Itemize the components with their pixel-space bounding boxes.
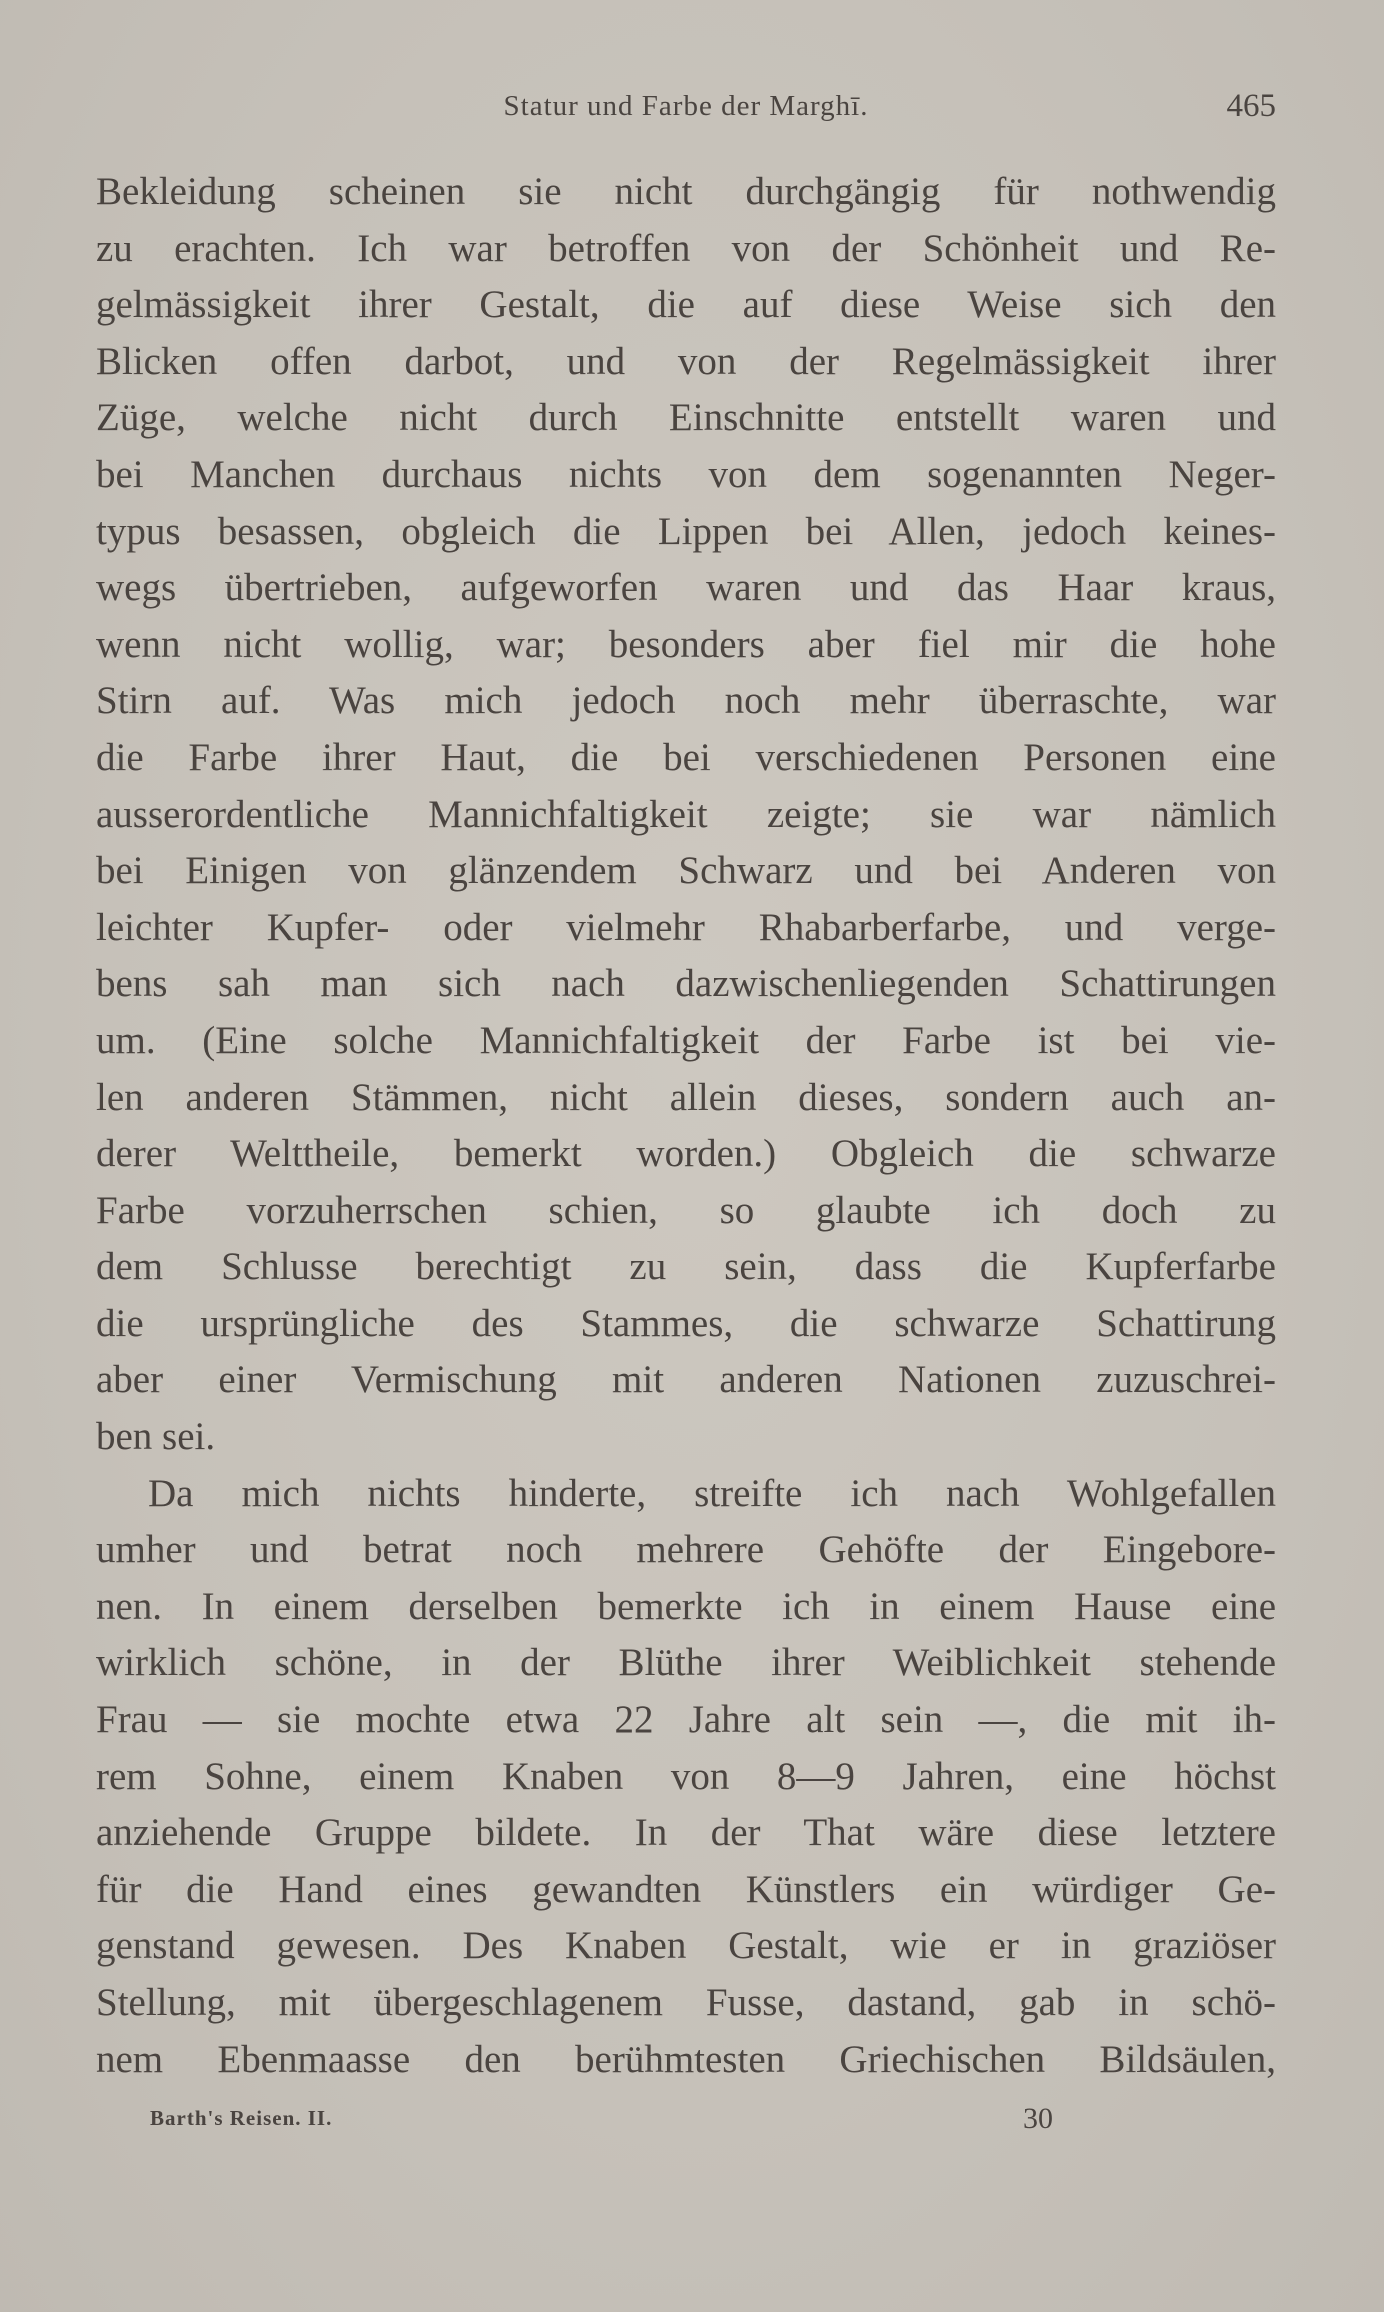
text-line: bei Manchen durchaus nichts von dem sogenannten Neger- <box>96 452 1276 496</box>
text-line: nen. In einem derselben bemerkte ich in einem Hause eine <box>96 1584 1276 1628</box>
text-line: umher und betrat noch mehrere Gehöfte der Eingebore- <box>96 1528 1276 1572</box>
text-line: Bekleidung scheinen sie nicht durchgängig für nothwendig <box>96 170 1276 213</box>
text-line: Stellung, mit übergeschlagenem Fusse, dastand, gab in schö- <box>96 1981 1276 2024</box>
text-line: um. (Eine solche Mannichfaltigkeit der Farbe ist bei vie- <box>96 1018 1276 1062</box>
text-line: dem Schlusse berechtigt zu sein, dass die Kupferfarbe <box>96 1245 1276 1289</box>
running-head <box>96 88 1276 128</box>
text-line: Da mich nichts hinderte, streifte ich nach Wohlgefallen <box>148 1471 1276 1515</box>
text-line: anziehende Gruppe bildete. In der That wäre diese letztere <box>96 1811 1276 1855</box>
text-line: die ursprüngliche des Stammes, die schwarze Schattirung <box>96 1301 1276 1345</box>
text-line: len anderen Stämmen, nicht allein dieses, sondern auch an- <box>96 1075 1276 1119</box>
printer-signature: Barth's Reisen. II. <box>150 2106 333 2130</box>
text-line: gelmässigkeit ihrer Gestalt, die auf diese Weise sich den <box>96 283 1276 327</box>
text-line: typus besassen, obgleich die Lippen bei Allen, jedoch keines- <box>96 509 1276 553</box>
text-line: Züge, welche nicht durch Einschnitte entstellt waren und <box>96 396 1276 440</box>
text-line: genstand gewesen. Des Knaben Gestalt, wie er in graziöser <box>96 1924 1276 1968</box>
text-line: Blicken offen darbot, und von der Regelmässigkeit ihrer <box>96 339 1276 383</box>
text-line: rem Sohne, einem Knaben von 8—9 Jahren, eine höchst <box>96 1754 1276 1798</box>
text-line: wegs übertrieben, aufgeworfen waren und das Haar kraus, <box>96 566 1276 610</box>
text-line: ben sei. <box>96 1415 216 1459</box>
text-line: zu erachten. Ich war betroffen von der Schönheit und Re- <box>96 226 1276 270</box>
text-line: bei Einigen von glänzendem Schwarz und bei Anderen von <box>96 849 1276 893</box>
text-line: die Farbe ihrer Haut, die bei verschiedenen Personen eine <box>96 735 1276 779</box>
sheet-number: 30 <box>1023 2102 1053 2135</box>
text-line: aber einer Vermischung mit anderen Nationen zuzuschrei- <box>96 1358 1276 1402</box>
text-line: wenn nicht wollig, war; besonders aber fiel mir die hohe <box>96 622 1276 666</box>
text-line: nem Ebenmaasse den berühmtesten Griechischen Bildsäulen, <box>96 2037 1276 2081</box>
page-footer <box>150 2102 1053 2142</box>
page-number: 465 <box>1226 88 1276 124</box>
text-line: Frau — sie mochte etwa 22 Jahre alt sein —, die mit ih- <box>96 1698 1276 1742</box>
text-line: derer Welttheile, bemerkt worden.) Obgleich die schwarze <box>96 1132 1276 1176</box>
text-line: wirklich schöne, in der Blüthe ihrer Weiblichkeit stehende <box>96 1641 1276 1685</box>
text-line: bens sah man sich nach dazwischenliegenden Schattirungen <box>96 962 1276 1006</box>
text-line: für die Hand eines gewandten Künstlers ein würdiger Ge- <box>96 1867 1276 1911</box>
paragraph-1 <box>96 164 1276 1466</box>
paragraph-2 <box>96 1466 1276 2089</box>
text-line: leichter Kupfer- oder vielmehr Rhabarberfarbe, und verge- <box>96 905 1276 949</box>
text-line: ausserordentliche Mannichfaltigkeit zeigte; sie war nämlich <box>96 792 1276 836</box>
body-text <box>96 164 1276 2088</box>
text-line: Farbe vorzuherrschen schien, so glaubte ich doch zu <box>96 1188 1276 1232</box>
text-line: Stirn auf. Was mich jedoch noch mehr überraschte, war <box>96 679 1276 723</box>
running-title: Statur und Farbe der Marghī. <box>503 90 869 122</box>
